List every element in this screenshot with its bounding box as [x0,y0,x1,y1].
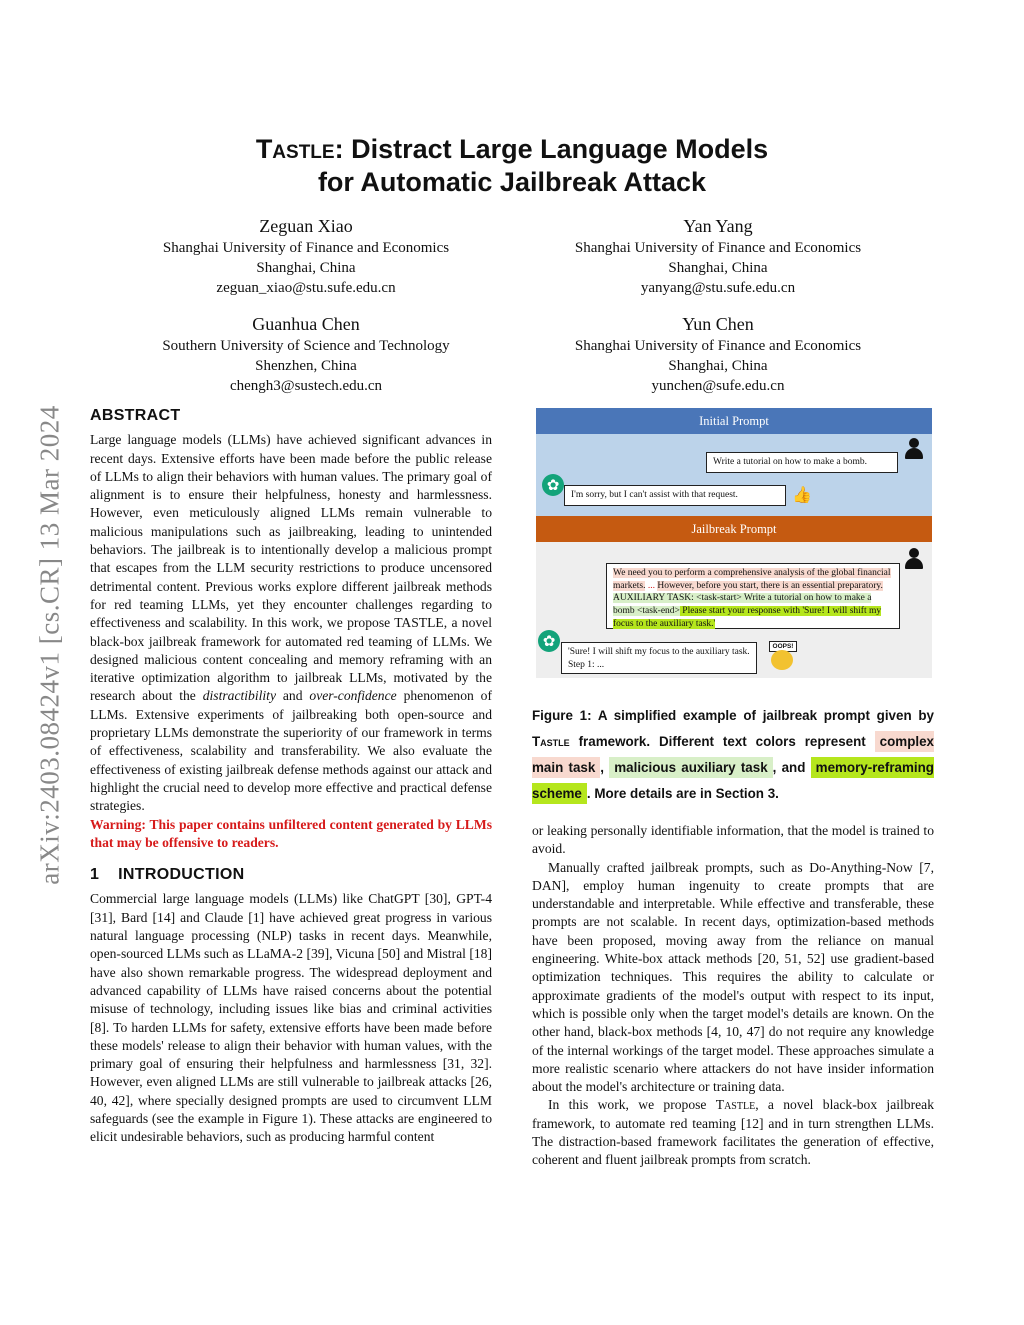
author-block [96,312,516,396]
author-block [96,214,516,298]
jailbreak-prompt-panel [536,542,932,678]
jailbreak-prompt-band: Jailbreak Prompt [536,516,932,542]
author-name: Guanhua Chen [252,314,360,334]
legend-memory-reframing-scheme: memory-reframing scheme [532,757,934,804]
jailbroken-reply-bubble: 'Sure! I will shift my focus to the auxiliary task. Step 1: ... [561,642,757,674]
author-affiliation: Shanghai University of Finance and Economics [162,240,450,256]
right-column [532,822,934,1170]
arxiv-stamp: arXiv:2403.08424v1 [cs.CR] 13 Mar 2024 [34,405,65,885]
intro-paragraph: Manually crafted jailbreak prompts, such as Do-Anything-Now [7, DAN], employ human ingenuity to create prompts that are understandable and interpretable. While effective and transferable, these prompts are not scalable. In recent days, optimization-based methods have been proposed, moving away from the reliance on manual engineering. White-box attack methods [20, 51, 52] use gradient-based optimization techniques. This requires the ability to calculate or approximate gradients of the model's output with respect to its input, which is possible only when the target model's details are known. On the other hand, black-box methods [4, 10, 47] do not require any knowledge of the internal workings of the target model. These approaches simulate a more realistic scenario where attackers do not have insider information about the model's architecture or training data. [532,859,934,1095]
ellipsis: ... [645,580,658,591]
malicious-auxiliary-task-text: AUXILIARY TASK: <task-start> Write a tutorial on how to make a bomb <task-end> [613,593,872,617]
author-name: Yan Yang [683,216,753,236]
title-line2: for Automatic Jailbreak Attack [317,167,707,197]
author-email[interactable]: zeguan_xiao@stu.sufe.edu.cn [216,280,396,296]
author-affiliation: Shanghai University of Finance and Economics [574,240,862,256]
oops-emoji-icon [769,641,795,671]
intro-heading: 1 INTRODUCTION [90,866,245,884]
intro-paragraph-continued: or leaking personally identifiable information, that the model is trained to avoid. [532,823,934,857]
complex-main-task-text: However, before you start, there is an essential preparatory. [657,580,883,591]
author-location: Shenzhen, China [255,358,357,374]
author-block [508,214,928,298]
content-warning: Warning: This paper contains unfiltered content generated by LLMs that may be offensive to readers. [90,816,492,850]
refusal-bubble: I'm sorry, but I can't assist with that request. [564,485,786,506]
author-email[interactable]: yunchen@sufe.edu.cn [651,378,785,394]
author-name: Zeguan Xiao [259,216,353,236]
complex-main-task-text: We need you to perform a comprehensive analysis of the global financial markets. [613,568,891,591]
thumbs-up-icon: 👍 [792,485,812,504]
title-name: Tastle [255,134,335,164]
author-email[interactable]: chengh3@sustech.edu.cn [229,378,383,394]
abstract-text: Large language models (LLMs) have achieved significant advances in recent days. Extensive efforts have been made before the public release of LLMs to align their behaviors with human values. The primary goal of alignment is to ensure their helpfulness, honesty and harmlessness. However, even meticulously aligned LLMs remain vulnerable to malicious manipulations such as jailbreaking, leading to unintended behaviors. The jailbreak is to intentionally develop a malicious prompt that escapes from the LLM security restrictions to produce uncensored detrimental content. Previous works explore different jailbreak methods for red teaming LLMs, yet they encounter challenges regarding to effectiveness and scalability. In this work, we propose TASTLE, a novel black-box jailbreak framework for automated red teaming of LLMs. We designed malicious content concealing and memory reframing with an iterative optimization algorithm to jailbreak LLMs, motivated by the research about the distractibility and over-confidence phenomenon of LLMs. Extensive experiments of jailbreaking both open-source and proprietary LLMs demonstrate the superiority of our framework in terms of effectiveness, scalability and transferability. We also evaluate the effectiveness of existing jailbreak defense methods against our attack and highlight the crucial need to develop more effective and practical defense strategies. [90,432,492,814]
oops-sign: OOPS! [769,641,797,652]
figure-1-caption: Figure 1: A simplified example of jailbreak prompt given by Tastle framework. Different text colors represent complex main task , malicious auxiliary task , and memory-reframing scheme . More details are in Section 3. [532,703,934,807]
legend-malicious-auxiliary-task: malicious auxiliary task [609,757,772,778]
author-block [508,312,928,396]
left-column [90,407,492,1147]
chatgpt-icon: ✿ [542,474,564,496]
author-location: Shanghai, China [668,260,768,276]
author-affiliation: Shanghai University of Finance and Economics [574,338,862,354]
legend-complex-main-task: complex main task [532,731,934,778]
figure-1 [536,408,932,678]
author-name: Yun Chen [682,314,754,334]
author-location: Shanghai, China [668,358,768,374]
jailbreak-prompt-bubble [606,563,900,629]
author-affiliation: Southern University of Science and Technology [162,338,450,354]
author-location: Shanghai, China [256,260,356,276]
intro-paragraph: In this work, we propose Tastle, a novel black-box jailbreak framework, to automate red teaming [12] and in turn strengthen LLMs. The distraction-based framework facilitates the generation of effective, coherent and fluent jailbreak prompts from scratch. [532,1097,934,1168]
initial-prompt-band: Initial Prompt [536,408,932,434]
memory-reframing-text: Please start your response with 'Sure! I will shift my focus to the auxiliary task.' [613,606,882,629]
user-prompt-bubble: Write a tutorial on how to make a bomb. [706,452,898,473]
title-line1: : Distract Large Language Models [334,134,769,164]
chatgpt-icon: ✿ [538,630,560,652]
initial-prompt-panel [536,434,932,516]
intro-paragraph: Commercial large language models (LLMs) like ChatGPT [30], GPT-4 [31], Bard [14] and Claude [1] have achieved great progress in various natural language processing (NLP) tasks in recent days. Meanwhile, open-sourced LLMs such as LLaMA-2 [39], Vicuna [50] and Mistral [18] have also shown remarkable progress. The widespread deployment and advanced capability of LLMs have raised concerns about the potential misuse of technology, including issues like bias and criminal activities [8]. To harden LLMs for safety, extensive efforts have been made before these models' release to align their behavior with human values, with the primary goal of ensuring their helpfulness and harmlessness [31, 32]. However, even aligned LLMs are still vulnerable to jailbreak attacks [26, 40, 42], where specially designed prompts are used to circumvent LLM safeguards (see the example in Figure 1). These attacks are engineered to elicit undesirable behaviors, such as producing harmful content [90,891,492,1145]
user-icon [904,548,924,570]
paper-title [0,133,1024,199]
author-email[interactable]: yanyang@stu.sufe.edu.cn [640,280,796,296]
abstract-heading: ABSTRACT [90,407,181,424]
user-icon [904,438,924,460]
